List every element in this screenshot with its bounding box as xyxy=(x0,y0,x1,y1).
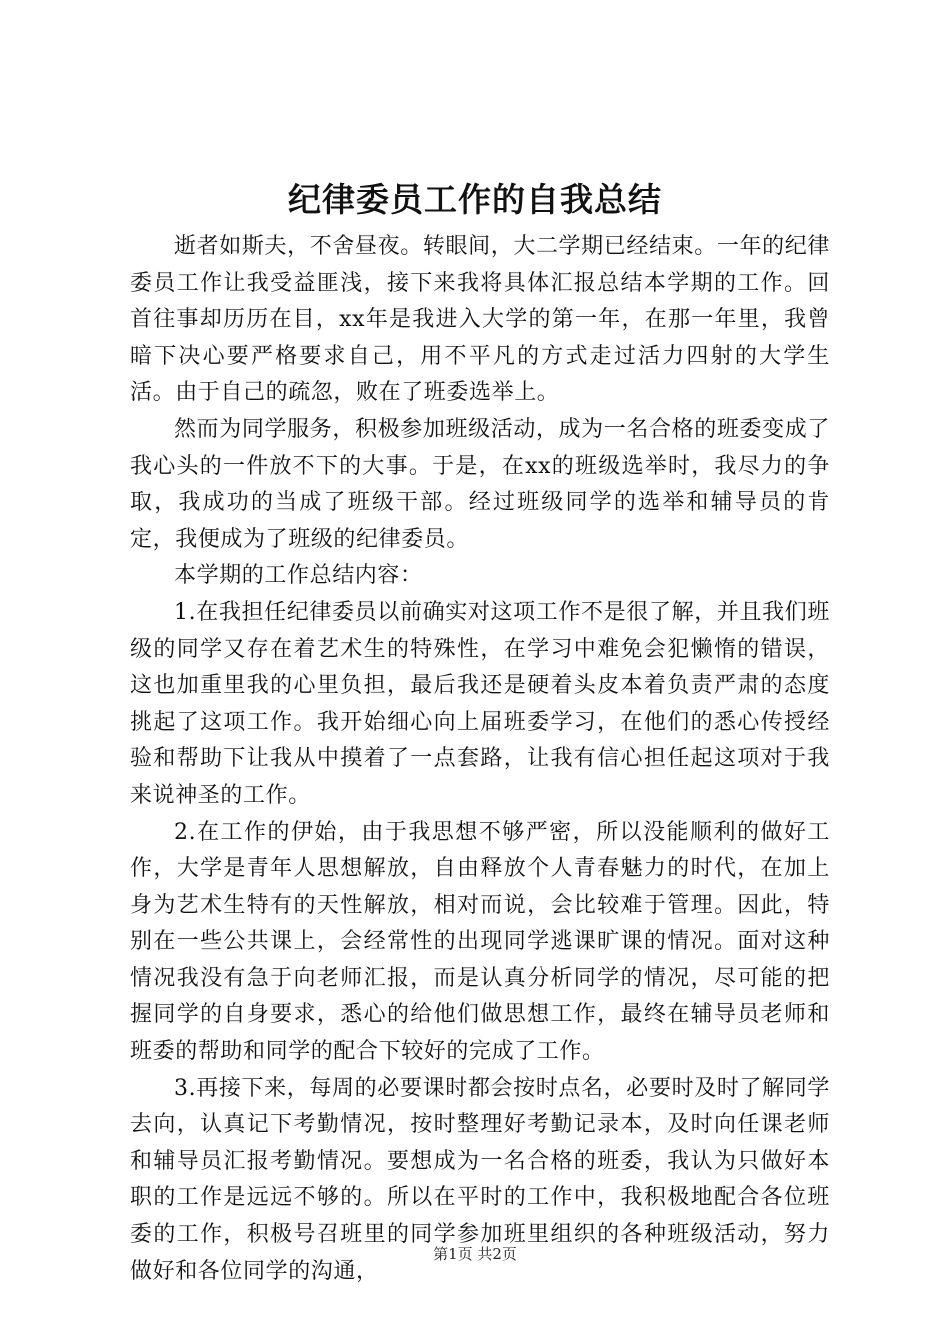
paragraph-election: 然而为同学服务，积极参加班级活动，成为一名合格的班委变成了我心头的一件放不下的大事。于是，在xx的班级选举时，我尽力的争取，我成功的当成了班级干部。经过班级同学的选举和辅导员的肯定，我便成为了班级的纪律委员。 xyxy=(130,416,830,552)
paragraph-summary-heading: 本学期的工作总结内容： xyxy=(174,563,423,589)
document-title: 纪律委员工作的自我总结 xyxy=(288,180,662,219)
paragraph-point-2: 2.在工作的伊始，由于我思想不够严密，所以没能顺利的做好工作，大学是青年人思想解放，自由释放个人青春魅力的时代，在加上身为艺术生特有的天性解放，相对而说，会比较难于管理。因此，特别在一些公共课上，会经常性的出现同学逃课旷课的情况。面对这种情况我没有急于向老师汇报，而是认真分析同学的情况，尽可能的把握同学的自身要求，悉心的给他们做思想工作，最终在辅导员老师和班委的帮助和同学的配合下较好的完成了工作。 xyxy=(130,819,830,1065)
paragraph-point-3: 3.再接下来，每周的必要课时都会按时点名，必要时及时了解同学去向，认真记下考勤情况，按时整理好考勤记录本，及时向任课老师和辅导员汇报考勤情况。要想成为一名合格的班委，我认为只做好本职的工作是远远不够的。所以在平时的工作中，我积极地配合各位班委的工作，积极号召班里的同学参加班里组织的各种班级活动，努力做好和各位同学的沟通， xyxy=(130,1075,830,1284)
paragraph-intro: 逝者如斯夫，不舍昼夜。转眼间，大二学期已经结束。一年的纪律委员工作让我受益匪浅，接下来我将具体汇报总结本学期的工作。回首往事却历历在目，xx年是我进入大学的第一年，在那一年里，我曾暗下决心要严格要求自己，用不平凡的方式走过活力四射的大学生活。由于自己的疏忽，败在了班委选举上。 xyxy=(130,234,830,406)
paragraph-point-1: 1.在我担任纪律委员以前确实对这项工作不是很了解，并且我们班级的同学又存在着艺术生的特殊性，在学习中难免会犯懒惰的错误，这也加重里我的心里负担，最后我还是硬着头皮本着负责严肃的态度挑起了这项工作。我开始细心向上届班委学习，在他们的悉心传授经验和帮助下让我从中摸着了一点套路，让我有信心担任起这项对于我来说神圣的工作。 xyxy=(130,599,830,808)
page-number-footer: 第1页 共2页 xyxy=(433,1245,517,1263)
document-body xyxy=(130,229,830,1290)
